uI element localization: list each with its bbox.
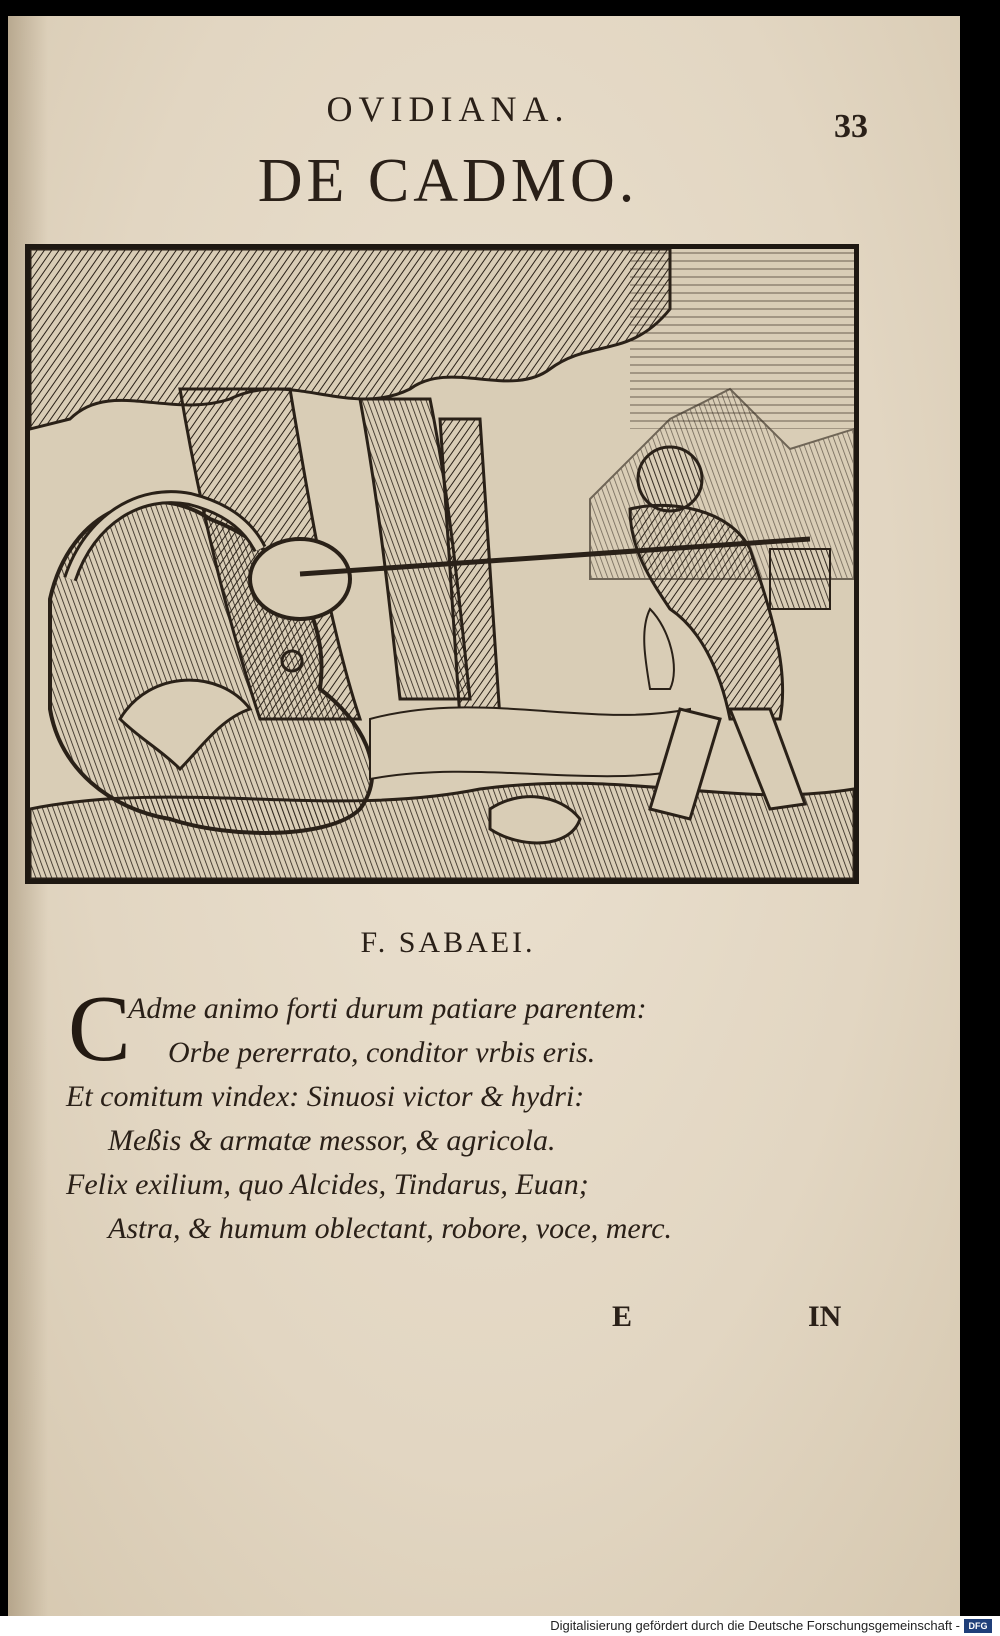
page-number: 33: [834, 108, 868, 145]
signature-mark: E: [612, 1300, 633, 1333]
verse-line-6: Astra, & humum oblectant, robore, voce, merc.: [108, 1212, 673, 1245]
drop-cap: C: [68, 977, 131, 1081]
page-title: DE CADMO.: [257, 147, 639, 215]
verse-line-5: Felix exilium, quo Alcides, Tindarus, Euan;: [66, 1168, 589, 1201]
author-heading: F. SABAEI.: [360, 926, 536, 959]
catchword: IN: [808, 1300, 842, 1333]
verse-line-4: Meßis & armatæ messor, & agricola.: [108, 1124, 556, 1157]
running-head: OVIDIANA.: [326, 89, 570, 129]
verse-line-2: Orbe pererrato, conditor vrbis eris.: [168, 1036, 596, 1069]
dfg-logo: DFG: [964, 1619, 992, 1633]
footer-credit: Digitalisierung gefördert durch die Deutsche Forschungsgemeinschaft -: [550, 1618, 960, 1633]
book-page: [8, 16, 960, 1616]
verse-line-1: Adme animo forti durum patiare parentem:: [128, 992, 647, 1025]
woodcut-illustration: [25, 244, 859, 884]
verse-line-3: Et comitum vindex: Sinuosi victor & hydri:: [66, 1080, 585, 1113]
cadmus-slaying-dragon-image: [30, 249, 854, 879]
